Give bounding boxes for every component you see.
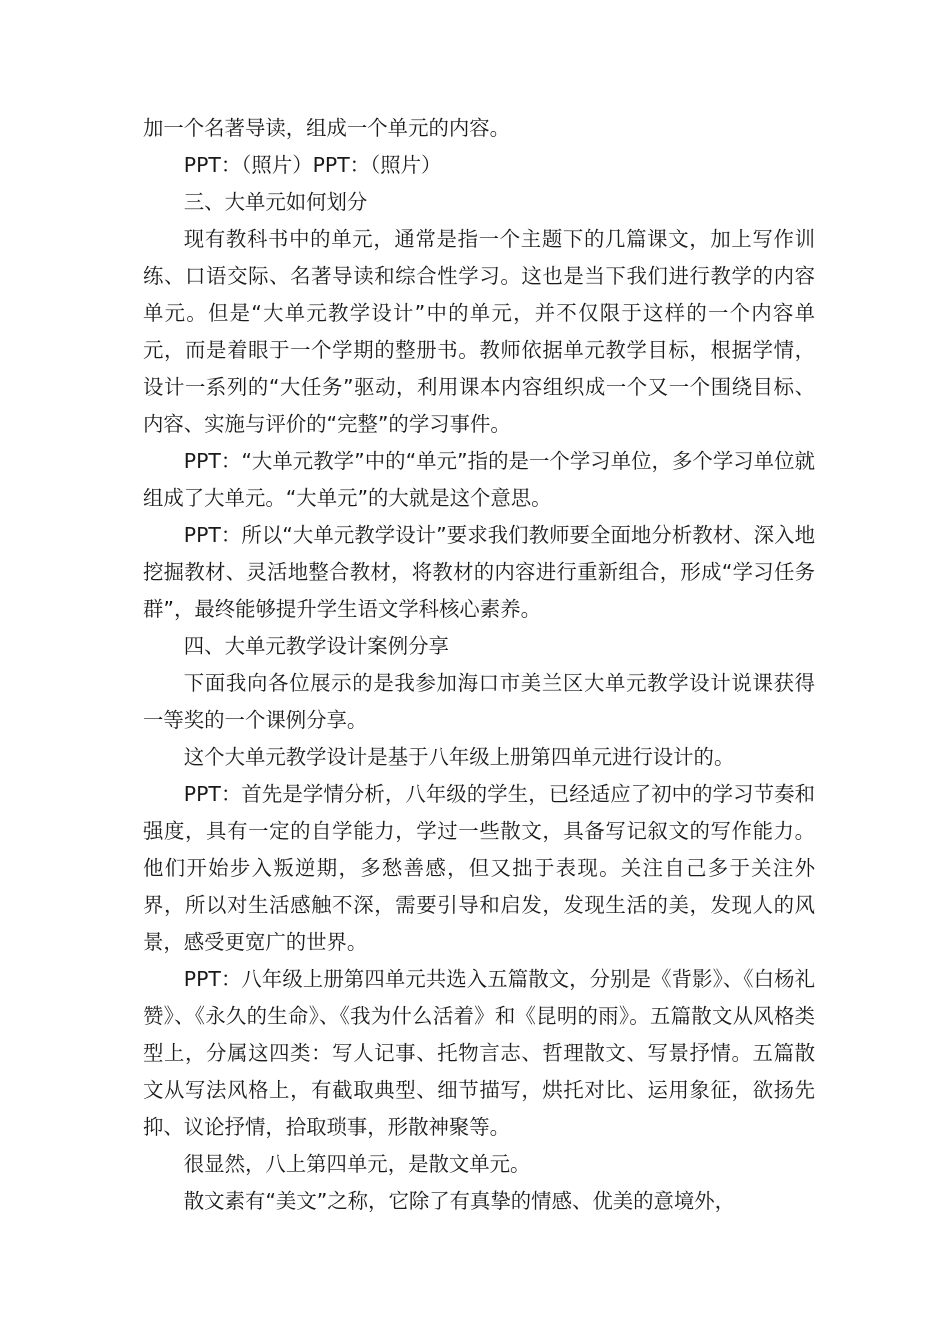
paragraph-4: 现有教科书中的单元，通常是指一个主题下的几篇课文，加上写作训练、口语交际、名著导读和综合性学习。这也是当下我们进行教学的内容单元。但是“大单元教学设计”中的单元，并不仅限于这样的一个内容单元，而是着眼于一个学期的整册书。教师依据单元教学目标，根据学情，设计一系列的“大任务”驱动，利用课本内容组织成一个又一个围绕目标、内容、实施与评价的“完整”的学习事件。 (143, 227, 815, 436)
paragraph-11: PPT：八年级上册第四单元共选入五篇散文，分别是《背影》、《白杨礼赞》、《永久的生命》、《我为什么活着》和《昆明的雨》。五篇散文从风格类型上，分属这四类：写人记事、托物言志、哲理散文、写景抒情。五篇散文从写法风格上，有截取典型、细节描写，烘托对比、运用象征，欲扬先抑、议论抒情，拾取琐事，形散神聚等。 (143, 967, 815, 1139)
paragraph-8: 下面我向各位展示的是我参加海口市美兰区大单元教学设计说课获得一等奖的一个课例分享。 (143, 671, 815, 732)
paragraph-12: 很显然，八上第四单元，是散文单元。 (183, 1152, 531, 1176)
section-heading-4: 四、大单元教学设计案例分享 (183, 634, 449, 658)
paragraph-2: PPT：（照片）PPT：（照片） (183, 153, 442, 177)
paragraph-13: 散文素有“美文”之称，它除了有真挚的情感、优美的意境外， (183, 1189, 736, 1213)
paragraph-6: PPT：所以“大单元教学设计”要求我们教师要全面地分析教材、深入地挖掘教材、灵活地整合教材，将教材的内容进行重新组合，形成“学习任务群”，最终能够提升学生语文学科核心素养。 (143, 523, 815, 621)
body-text (143, 110, 815, 1220)
section-heading-3: 三、大单元如何划分 (183, 190, 368, 214)
paragraph-1: 加一个名著导读，组成一个单元的内容。 (143, 116, 511, 140)
paragraph-10: PPT：首先是学情分析，八年级的学生，已经适应了初中的学习节奏和强度，具有一定的自学能力，学过一些散文，具备写记叙文的写作能力。他们开始步入叛逆期，多愁善感，但又拙于表现。关注自己多于关注外界，所以对生活感触不深，需要引导和启发，发现生活的美，发现人的风景，感受更宽广的世界。 (143, 782, 815, 954)
paragraph-9: 这个大单元教学设计是基于八年级上册第四单元进行设计的。 (183, 745, 735, 769)
paragraph-5: PPT：“大单元教学”中的“单元”指的是一个学习单位，多个学习单位就组成了大单元。“大单元”的大就是这个意思。 (143, 449, 815, 510)
